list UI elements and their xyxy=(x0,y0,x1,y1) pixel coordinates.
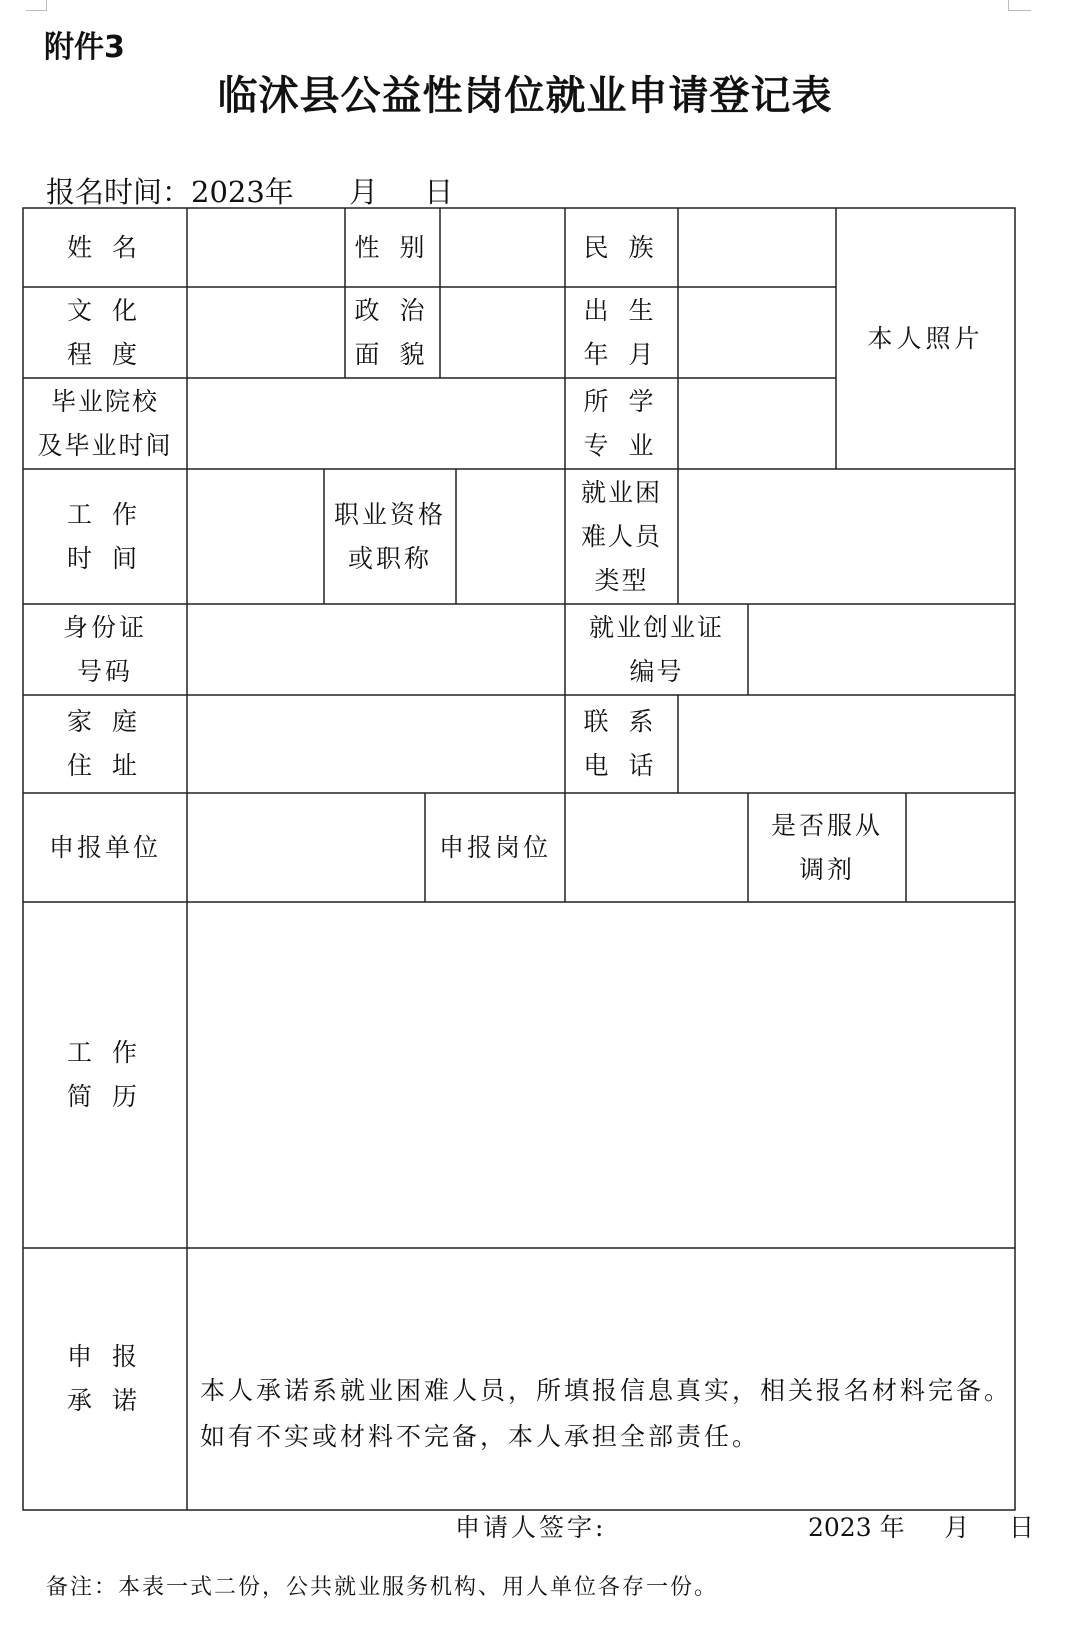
field-work-time[interactable] xyxy=(188,470,323,603)
registration-date: 报名时间：2023年 月 日 xyxy=(46,175,454,209)
field-phone[interactable] xyxy=(679,696,1014,792)
label-resume: 工 作 简 历 xyxy=(67,1038,143,1111)
label-school: 毕业院校 及毕业时间 xyxy=(37,386,173,460)
label-obey-adjustment: 是否服从 调剂 xyxy=(770,810,883,884)
label-position: 申报岗位 xyxy=(438,832,551,862)
field-qualification[interactable] xyxy=(457,470,564,603)
field-gender[interactable] xyxy=(441,209,564,286)
label-gender: 性 别 xyxy=(354,232,431,262)
label-cert-number: 就业创业证 编号 xyxy=(588,612,724,686)
field-ethnicity[interactable] xyxy=(679,209,835,286)
field-id-number[interactable] xyxy=(188,605,564,694)
field-education[interactable] xyxy=(188,288,344,377)
field-resume[interactable] xyxy=(188,903,1014,1247)
field-name[interactable] xyxy=(188,209,344,286)
field-cert-number[interactable] xyxy=(749,605,1014,694)
label-unit: 申报单位 xyxy=(48,832,161,862)
field-school[interactable] xyxy=(188,379,564,468)
label-birth-date: 出 生 年 月 xyxy=(583,295,660,369)
signature-date: 2023 年 月 日 xyxy=(808,1513,1035,1542)
label-pledge: 申 报 承 诺 xyxy=(67,1342,143,1415)
footnote: 备注：本表一式二份，公共就业服务机构、用人单位各存一份。 xyxy=(46,1575,719,1600)
label-photo: 本人照片 xyxy=(867,323,984,353)
label-qualification: 职业资格 或职称 xyxy=(333,499,446,573)
form-title: 临沭县公益性岗位就业申请登记表 xyxy=(217,73,833,119)
label-name: 姓 名 xyxy=(67,232,143,262)
field-hardship-type[interactable] xyxy=(679,470,1014,603)
label-hardship-type: 就业困 难人员 类型 xyxy=(580,477,662,595)
field-birth-date[interactable] xyxy=(679,288,835,377)
label-education: 文 化 程 度 xyxy=(67,295,143,369)
field-major[interactable] xyxy=(679,379,835,468)
pledge-statement: 本人承诺系就业困难人员，所填报信息真实，相关报名材料完备。如有不实或材料不完备，本人承担全部责任。 xyxy=(200,1376,1013,1451)
label-work-time: 工 作 时 间 xyxy=(67,499,143,573)
label-political-status: 政 治 面 貌 xyxy=(354,295,431,369)
label-major: 所 学 专 业 xyxy=(583,386,660,460)
field-unit[interactable] xyxy=(188,794,424,901)
label-ethnicity: 民 族 xyxy=(583,232,660,262)
label-address: 家 庭 住 址 xyxy=(67,707,143,780)
label-phone: 联 系 电 话 xyxy=(583,707,660,780)
signature-label: 申请人签字: xyxy=(455,1513,607,1542)
attachment-label: 附件3 xyxy=(44,30,125,65)
label-id-number: 身份证 号码 xyxy=(62,612,147,686)
field-position[interactable] xyxy=(566,794,747,901)
field-obey-adjustment[interactable] xyxy=(907,794,1014,901)
field-address[interactable] xyxy=(188,696,564,792)
field-political-status[interactable] xyxy=(441,288,564,377)
